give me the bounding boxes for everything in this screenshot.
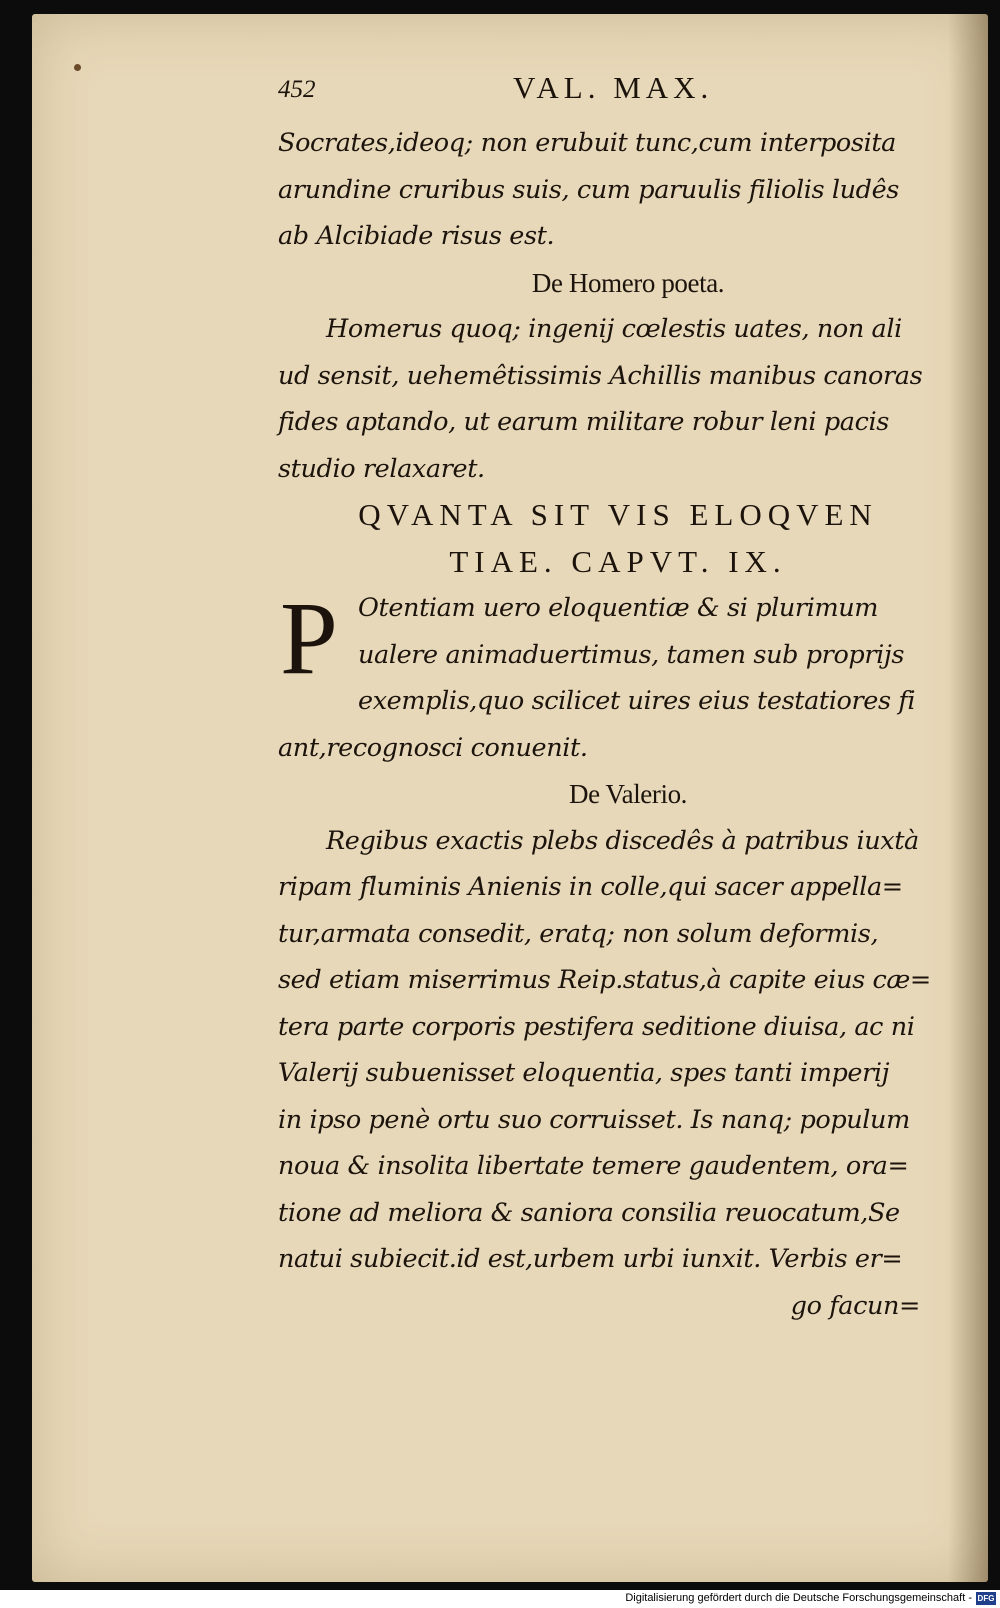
text-line: Otentiam uero eloquentiæ & si plurimum	[358, 593, 879, 623]
text-line: ab Alcibiade risus est.	[278, 221, 555, 251]
text-line: arundine cruribus suis, cum paruulis filiolis ludês	[278, 174, 899, 205]
text-line: ualere animaduertimus, tamen sub proprijs	[358, 639, 905, 670]
text-block	[278, 70, 958, 1329]
section-heading-valerio: De Valerio.	[568, 779, 688, 809]
running-head	[278, 70, 958, 120]
section-heading-homer: De Homero poeta.	[531, 267, 725, 298]
page-number: 452	[278, 76, 316, 103]
funding-credit: Digitalisierung gefördert durch die Deutsche Forschungsgemeinschaft -	[625, 1592, 972, 1604]
text-line: sed etiam miserrimus Reip.status,à capite eius cæ=	[278, 965, 931, 995]
running-title: VAL. MAX.	[513, 70, 714, 105]
text-line: natui subiecit.id est,urbem urbi iunxit. Verbis er=	[278, 1244, 903, 1274]
text-line: ud sensit, uehemêtissimis Achillis manibus canoras	[278, 360, 923, 391]
text-line: in ipso penè ortu suo corruisset. Is nanq; populum	[278, 1104, 910, 1135]
paragraph-homer	[278, 306, 958, 492]
ink-spot	[74, 64, 81, 71]
paragraph-socrates	[278, 120, 958, 260]
text-line: tione ad meliora & saniora consilia reuocatum,Se	[278, 1197, 900, 1228]
text-line: Regibus exactis plebs discedês à patribus iuxtà	[326, 825, 919, 856]
text-line: exemplis,quo scilicet uires eius testatiores fi	[358, 686, 916, 716]
text-line: ripam fluminis Anienis in colle,qui sacer appella=	[278, 872, 903, 902]
text-line: tera parte corporis pestifera seditione diuisa, ac ni	[278, 1011, 915, 1042]
paragraph-valerio	[278, 818, 958, 1330]
text-line: ant,recognosci conuenit.	[278, 732, 588, 763]
catchword: go facun=	[790, 1290, 920, 1321]
text-line: studio relaxaret.	[278, 453, 485, 484]
text-line: Socrates,ideoq; non erubuit tunc,cum interposita	[278, 128, 896, 158]
digitization-footer	[0, 1590, 1000, 1608]
text-line: Homerus quoq; ingenij cœlestis uates, non ali	[326, 314, 902, 344]
chapter-title-line-2: TIAE. CAPVT. IX.	[449, 543, 787, 579]
text-line: tur,armata consedit, eratq; non solum deformis,	[278, 918, 879, 949]
chapter-title-line-1: QVANTA SIT VIS ELOQVEN	[358, 497, 878, 532]
text-line: Valerij subuenisset eloquentia, spes tanti imperij	[278, 1058, 890, 1088]
text-line: fides aptando, ut earum militare robur leni pacis	[278, 407, 889, 437]
drop-cap-initial: P	[280, 581, 338, 696]
text-line: noua & insolita libertate temere gaudentem, ora=	[278, 1151, 909, 1181]
dfg-logo: DFG	[977, 1594, 995, 1603]
paragraph-eloquence	[278, 581, 958, 771]
